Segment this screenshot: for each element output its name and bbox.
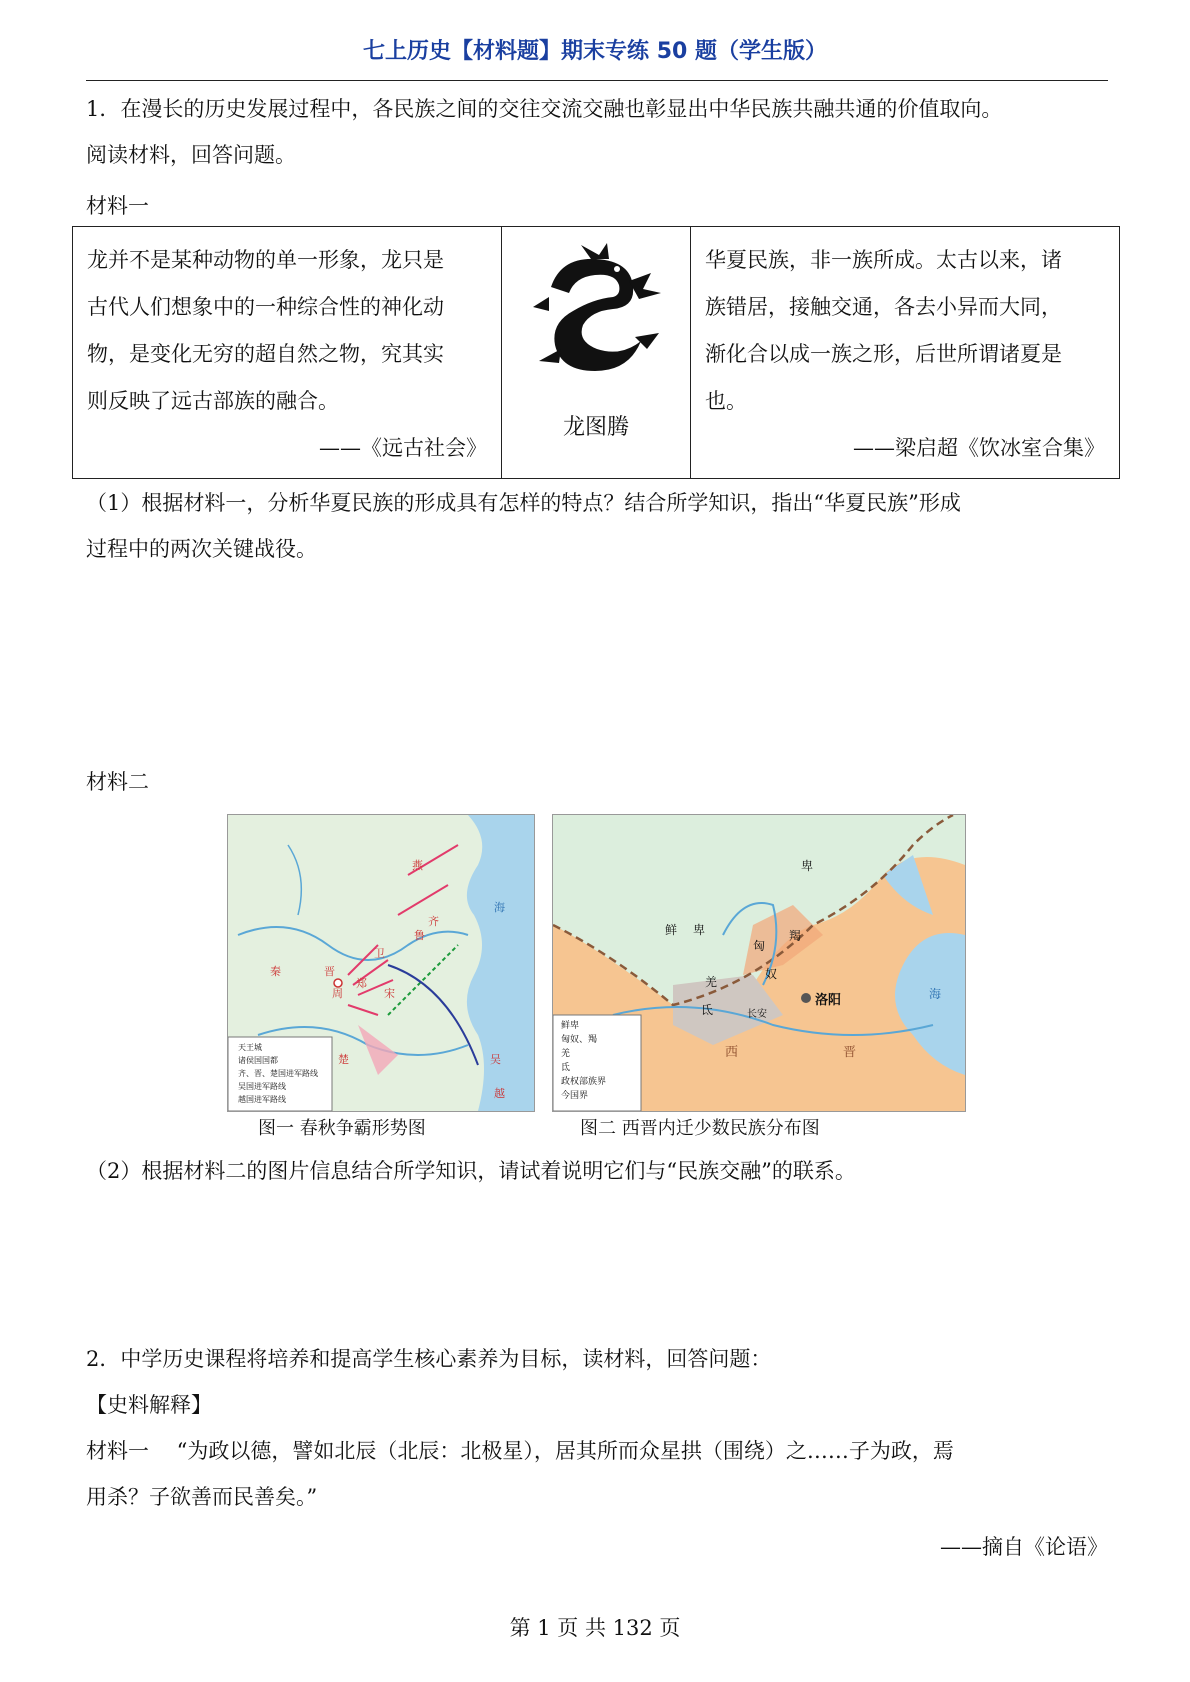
state-label: 吴 (490, 1053, 501, 1066)
q2-material1-line1: 材料一 “为政以德，譬如北辰（北辰：北极星），居其所而众星拱（围绕）之……子为政，焉 (86, 1439, 954, 1463)
state-label: 晋 (843, 1045, 857, 1060)
tribe-label: 匈 (753, 939, 766, 953)
header-divider (86, 80, 1108, 81)
page-header-title: 七上历史【材料题】期末专练 50 题（学生版） (363, 39, 827, 64)
map1-caption: 图一 春秋争霸形势图 (258, 1118, 426, 1139)
state-label: 楚 (338, 1053, 349, 1066)
state-label: 燕 (412, 859, 423, 872)
tribe-label: 卑 (693, 923, 706, 937)
state-label: 齐 (428, 915, 439, 928)
map-western-jin-drawing (553, 815, 965, 1111)
right-line: 华夏民族，非一族所成。太古以来，诸 (705, 248, 1062, 272)
left-source: ——《远古社会》 (319, 436, 487, 460)
map-spring-autumn (227, 814, 535, 1112)
page-footer: 第 1 页 共 132 页 (509, 1616, 681, 1640)
map2-legend (561, 1019, 606, 1103)
sea-label: 海 (929, 987, 942, 1001)
state-label: 秦 (270, 965, 281, 978)
right-source: ——梁启超《饮冰室合集》 (853, 436, 1105, 460)
state-label: 卫 (374, 947, 385, 960)
q1-sub1-line1: （1）根据材料一，分析华夏民族的形成具有怎样的特点？结合所学知识，指出“华夏民族”形成 (86, 491, 961, 515)
legend-item: 鲜卑 (561, 1021, 580, 1031)
right-line: 也。 (705, 389, 747, 413)
q2-material1-line2: 用杀？子欲善而民善矣。” (86, 1485, 318, 1509)
q2-source: ——摘自《论语》 (940, 1535, 1108, 1559)
q1-stem-line2: 阅读材料，回答问题。 (86, 143, 296, 167)
material1-table (72, 226, 1120, 479)
map2-caption: 图二 西晋内迁少数民族分布图 (580, 1118, 820, 1139)
q2-section-title: 【史料解释】 (86, 1393, 212, 1417)
city-label: 长安 (747, 1009, 767, 1020)
material1-left-cell (73, 227, 502, 479)
tribe-label: 鲜 (665, 923, 678, 937)
q1-sub2: （2）根据材料二的图片信息结合所学知识，请试着说明它们与“民族交融”的联系。 (86, 1159, 856, 1183)
legend-item: 齐、晋、楚国进军路线 (238, 1069, 318, 1078)
q1-material2-label: 材料二 (86, 770, 149, 794)
state-label: 宋 (384, 987, 395, 1000)
dragon-caption: 龙图腾 (562, 415, 629, 440)
left-line: 古代人们想象中的一种综合性的神化动 (87, 295, 444, 319)
material1-right-cell (691, 227, 1120, 479)
tribe-label: 羌 (705, 975, 718, 989)
q1-stem-line1: 1．在漫长的历史发展过程中，各民族之间的交往交流交融也彰显出中华民族共融共通的价值取向。 (86, 97, 1003, 121)
city-label: 洛阳 (815, 993, 842, 1008)
state-label: 周 (332, 987, 343, 1000)
tribe-label: 卑 (801, 859, 814, 873)
legend-item: 匈奴、羯 (561, 1035, 598, 1045)
tribe-label: 奴 (765, 967, 778, 981)
tribe-label: 羯 (789, 929, 802, 943)
material1-image-cell (502, 227, 691, 479)
q1-material1-label: 材料一 (86, 194, 149, 218)
left-line: 则反映了远古部族的融合。 (87, 389, 339, 413)
tribe-label: 氐 (701, 1003, 714, 1017)
state-label: 晋 (324, 965, 335, 978)
legend-item: 吴国进军路线 (238, 1082, 286, 1091)
legend-item: 诸侯国国都 (238, 1056, 278, 1065)
state-label: 鲁 (414, 929, 425, 942)
q1-sub1-line2: 过程中的两次关键战役。 (86, 537, 317, 561)
state-label: 郑 (356, 977, 367, 990)
legend-item: 天王城 (238, 1043, 262, 1052)
legend-item: 今国界 (561, 1091, 589, 1101)
legend-item: 越国进军路线 (238, 1095, 286, 1104)
legend-item: 政权部族界 (561, 1077, 607, 1087)
map1-legend (238, 1041, 318, 1106)
right-line: 渐化合以成一族之形，后世所谓诸夏是 (705, 342, 1062, 366)
state-label: 西 (725, 1045, 739, 1060)
dragon-totem-icon (521, 237, 671, 387)
left-line: 龙并不是某种动物的单一形象，龙只是 (87, 248, 444, 272)
sea-label: 海 (494, 901, 505, 914)
legend-item: 氐 (561, 1063, 571, 1073)
left-line: 物，是变化无穷的超自然之物，究其实 (87, 342, 444, 366)
map-western-jin (552, 814, 966, 1112)
right-line: 族错居，接触交通，各去小异而大同， (705, 295, 1062, 319)
legend-item: 羌 (561, 1049, 571, 1059)
q2-stem: 2．中学历史课程将培养和提高学生核心素养为目标，读材料，回答问题： (86, 1347, 772, 1371)
state-label: 越 (494, 1087, 505, 1100)
